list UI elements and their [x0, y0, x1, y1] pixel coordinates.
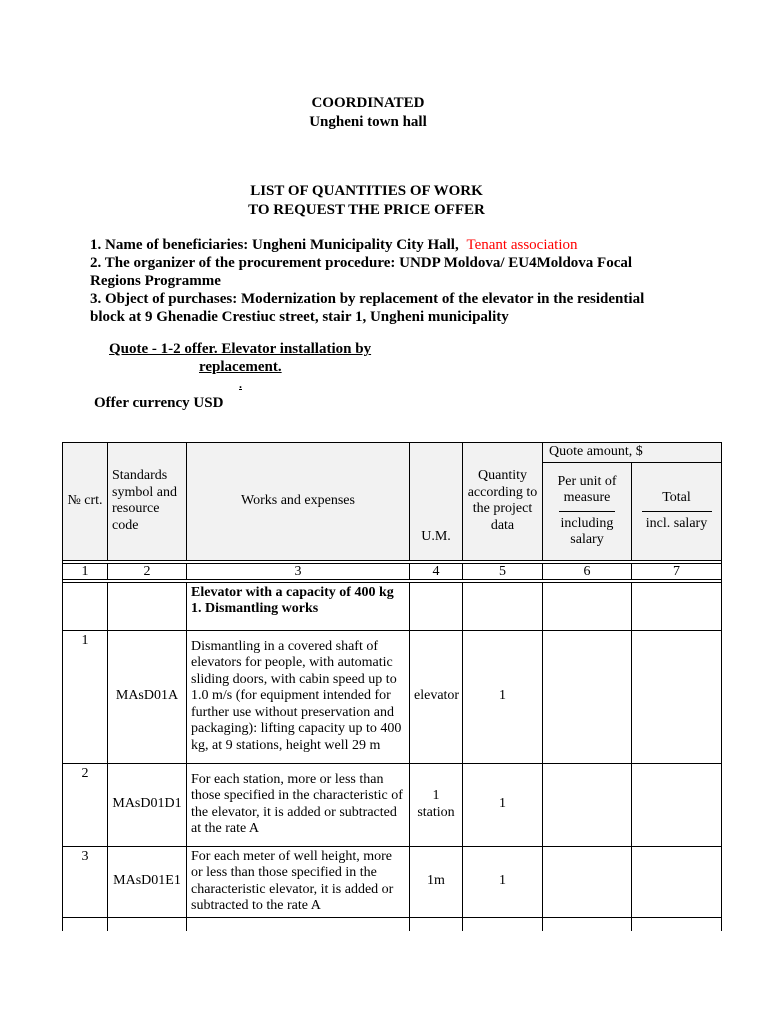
quantities-table	[62, 442, 722, 931]
document-title	[200, 182, 533, 220]
header-total: Total	[662, 490, 691, 505]
column-number: 4	[410, 563, 463, 579]
title-line-1: LIST OF QUANTITIES OF WORK	[250, 183, 483, 199]
header-works: Works and expenses	[187, 443, 410, 561]
approval-line-2: Ungheni town hall	[309, 114, 427, 130]
empty-cell	[410, 917, 463, 931]
row-number: 3	[63, 846, 108, 917]
title-line-2: TO REQUEST THE PRICE OFFER	[248, 202, 485, 218]
row-description: For each meter of well height, more or less than those specified in the characteristic elevator, it is added or subtracted to the rate A	[187, 846, 410, 917]
column-number: 6	[543, 563, 632, 579]
column-number: 5	[463, 563, 543, 579]
approval-line-1: COORDINATED	[311, 95, 425, 111]
row-code: MAsD01D1	[108, 763, 187, 846]
row-total[interactable]	[632, 763, 722, 846]
column-number: 7	[632, 563, 722, 579]
info-block	[90, 236, 650, 326]
row-number: 2	[63, 763, 108, 846]
header-quote-amount: Quote amount, $	[543, 443, 722, 463]
header-total-cell	[632, 462, 722, 560]
empty-cell	[463, 582, 543, 630]
row-description: For each station, more or less than those specified in the characteristic of the elevator, it is added or subtracted at the rate A	[187, 763, 410, 846]
row-total[interactable]	[632, 630, 722, 763]
approval-block	[280, 94, 456, 132]
section-title-line-1: Elevator with a capacity of 400 kg	[191, 584, 394, 600]
header-total-sub: incl. salary	[645, 515, 708, 531]
header-divider	[642, 511, 712, 512]
row-unit-price[interactable]	[543, 630, 632, 763]
empty-cell	[543, 917, 632, 931]
section-row	[63, 582, 722, 630]
empty-cell	[632, 917, 722, 931]
info-item-1	[90, 236, 650, 254]
column-number: 3	[187, 563, 410, 579]
empty-cell	[463, 917, 543, 931]
empty-cell	[632, 582, 722, 630]
quote-dot: .	[239, 377, 242, 391]
info-item-2: 2. The organizer of the procurement procedure: UNDP Moldova/ EU4Moldova Focal Regions Programme	[90, 255, 633, 289]
row-description: Dismantling in a covered shaft of elevators for people, with automatic sliding doors, with cabin speed up to 1.0 m/s (for equipment intended for further use without preservation and packaging): lifting capacity up to 400 kg, at 9 stations, height well 29 m	[187, 630, 410, 763]
empty-cell	[187, 917, 410, 931]
section-title-cell	[187, 582, 410, 630]
row-quantity: 1	[463, 630, 543, 763]
empty-cell	[410, 582, 463, 630]
header-quantity: Quantity according to the project data	[463, 443, 543, 561]
header-per-unit-sub: including salary	[560, 515, 614, 547]
header-per-unit: Per unit of measure	[557, 473, 617, 505]
empty-cell	[63, 582, 108, 630]
column-number: 2	[108, 563, 187, 579]
column-number-row	[63, 563, 722, 579]
header-um: U.M.	[410, 443, 463, 561]
beneficiary-text: 1. Name of beneficiaries: Ungheni Municipality City Hall,	[90, 237, 459, 253]
table-row	[63, 630, 722, 763]
row-unit: 1 station	[410, 763, 463, 846]
header-no: № crt.	[63, 443, 108, 561]
table-row-partial	[63, 917, 722, 931]
row-quantity: 1	[463, 846, 543, 917]
quote-line-2: replacement.	[199, 359, 282, 375]
column-number: 1	[63, 563, 108, 579]
quote-line-1: Quote - 1-2 offer. Elevator installation by	[109, 341, 372, 357]
row-unit-price[interactable]	[543, 846, 632, 917]
row-unit-price[interactable]	[543, 763, 632, 846]
header-divider	[559, 511, 615, 512]
header-row-1	[63, 443, 722, 463]
row-code: MAsD01E1	[108, 846, 187, 917]
row-number: 1	[63, 630, 108, 763]
row-code: MAsD01A	[108, 630, 187, 763]
section-title-line-2: 1. Dismantling works	[191, 601, 319, 616]
row-unit: 1m	[410, 846, 463, 917]
empty-cell	[63, 917, 108, 931]
header-code: Standards symbol and resource code	[108, 443, 187, 561]
tenant-association-highlight: Tenant association	[466, 237, 578, 253]
row-total[interactable]	[632, 846, 722, 917]
header-per-unit-cell	[543, 462, 632, 560]
empty-cell	[543, 582, 632, 630]
offer-currency: Offer currency USD	[94, 395, 224, 411]
empty-cell	[108, 917, 187, 931]
empty-cell	[108, 582, 187, 630]
table-row	[63, 763, 722, 846]
info-item-3: 3. Object of purchases: Modernization by replacement of the elevator in the residential block at 9 Ghenadie Crestiuc street, stair 1, Ungheni municipality	[90, 291, 645, 325]
row-unit: elevator	[410, 630, 463, 763]
row-quantity: 1	[463, 763, 543, 846]
table-row	[63, 846, 722, 917]
